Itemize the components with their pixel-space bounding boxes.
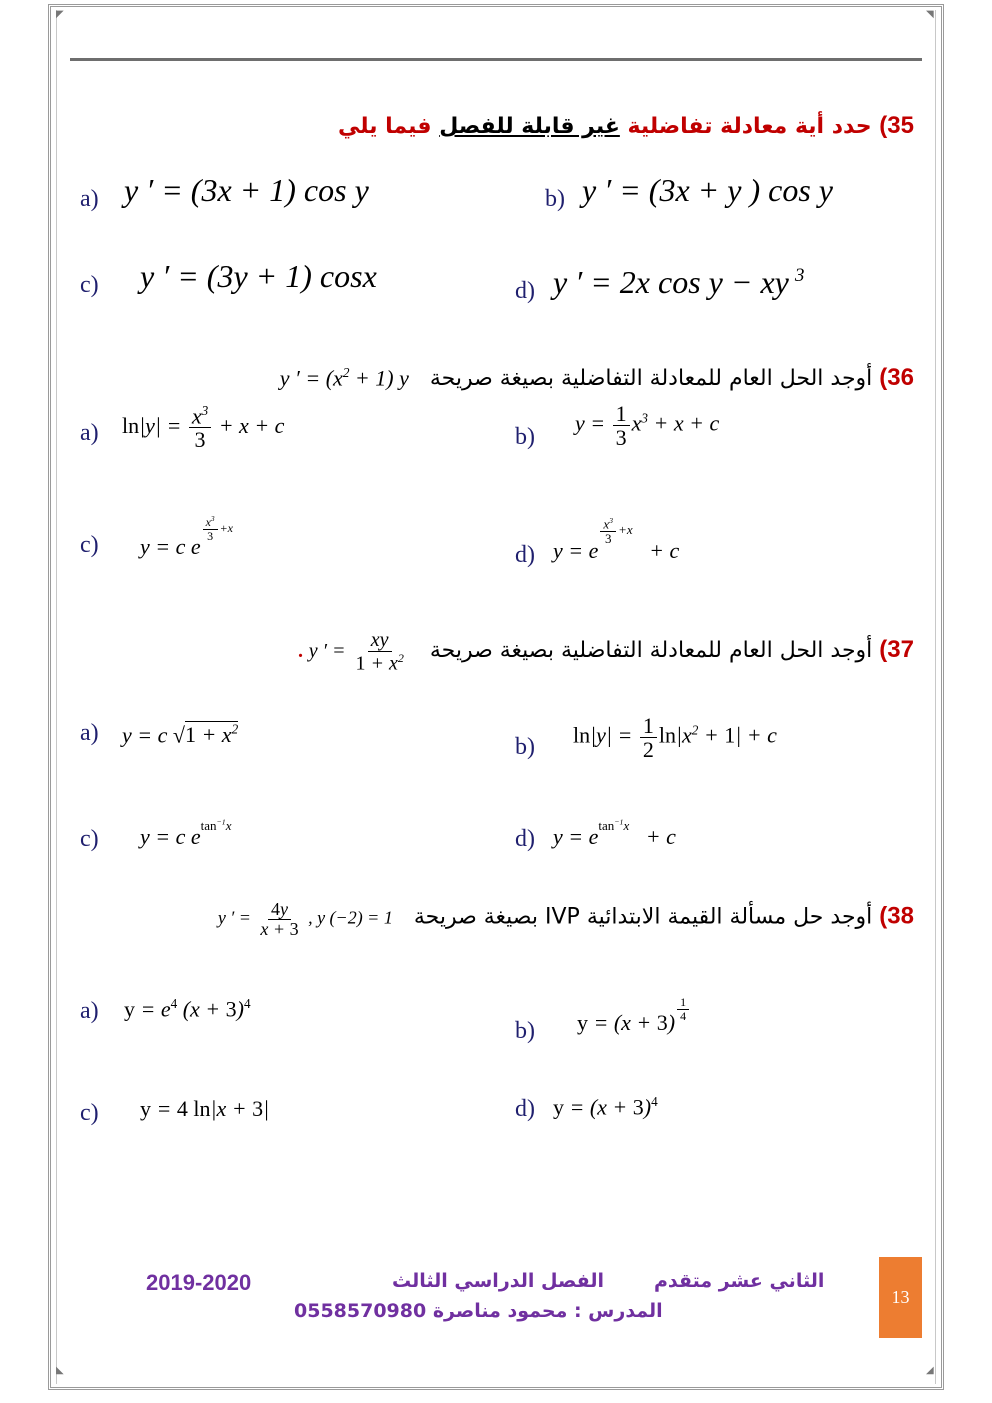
question-35-heading: [338, 112, 914, 140]
question-36-heading: [280, 364, 914, 392]
footer-teacher: المدرس : محمود مناصرة 0558570980: [294, 1300, 663, 1322]
corner-ornament-icon: ◣: [56, 1365, 64, 1376]
question-number: 37): [879, 635, 914, 663]
option-d-expression: y = e $^{\frac{x^3}{3} +x}$ + c: [553, 515, 680, 563]
question-text: أوجد الحل العام للمعادلة التفاضلية بصيغة صريحة: [429, 366, 873, 391]
option-d-exponent: 3: [794, 265, 805, 287]
option-c-expression: y = 4 ln|x + 3|: [140, 1096, 270, 1121]
option-a-expression: y = c $√1 + x^2$: [122, 722, 239, 748]
option-a-label: a): [80, 420, 99, 446]
option-a-label: a): [80, 186, 99, 212]
option-d-expression: [553, 264, 804, 301]
option-b-label: b): [515, 1018, 535, 1044]
page-number-badge: [879, 1257, 922, 1338]
option-d-expression: $y = e^{tan^{-1}x} + c$: [553, 817, 676, 849]
question-number: 38): [879, 902, 914, 930]
option-c-expression: y = c $e^{tan^{-1}x}$: [140, 817, 232, 849]
option-c-label: c): [80, 272, 99, 298]
option-b-expression: y = (x + 3) $^{\frac{1}{4}}$: [577, 1010, 691, 1040]
option-d-label: d): [515, 542, 535, 568]
option-c-expression: y = c e $^{\frac{x^3}{3} +x}$: [140, 515, 233, 559]
option-a-expression: y ′ = (3x + 1) cos y: [124, 172, 369, 208]
option-d-label: d): [515, 1096, 535, 1122]
option-c-expression: y ′ = (3y + 1) cosx: [140, 258, 377, 294]
footer-term: الفصل الدراسي الثالث: [392, 1270, 604, 1292]
option-d-expression: $y = (x + 3)^4$: [553, 1094, 658, 1120]
question-equation: y ′ = $\frac{4y}{x + 3}$ , y (−2) = 1: [217, 899, 393, 939]
question-text: فيما يلي: [337, 114, 432, 139]
question-text: أوجد حل مسألة القيمة الابتدائية IVP بصيغة صريحة: [413, 904, 873, 930]
option-b-expression: y ′ = (3x + y ) cos y: [582, 172, 833, 208]
school-year: 2019-2020: [146, 1270, 252, 1295]
corner-ornament-icon: ◥: [926, 9, 934, 20]
question-emphasis: غير قابلة للفصل: [439, 114, 620, 139]
option-c-label: c): [80, 826, 99, 852]
question-number: 35): [879, 112, 914, 139]
option-d-label: d): [515, 278, 535, 304]
option-b-expression: y = $\frac{1}{3}$ $x^3 + x + c$: [575, 401, 720, 451]
initial-condition: , y (−2) = 1: [308, 907, 393, 928]
option-b-label: b): [515, 734, 535, 760]
option-b-label: b): [515, 424, 535, 450]
question-number: 36): [879, 364, 914, 391]
corner-ornament-icon: ◢: [926, 1365, 934, 1376]
option-a-expression: ln|y| = $\frac{x^3}{3}$ + x + c: [122, 403, 285, 453]
header-rule: [70, 58, 922, 61]
question-equation: y ′ = $(x^2 + 1)$ y: [279, 364, 409, 390]
page-number: 13: [891, 1287, 910, 1307]
question-37-heading: [299, 630, 914, 675]
footer-grade: الثاني عشر متقدم: [654, 1270, 825, 1292]
question-text: حدد أية معادلة تفاضلية: [627, 114, 872, 139]
option-c-label: c): [80, 532, 99, 558]
page-inner-border: [56, 10, 936, 1384]
option-b-expression: ln|y| = $\frac{1}{2}$ $\ln|x^2 + 1| + c$: [573, 713, 777, 763]
question-equation: . y ′ = $\frac{xy}{1 + x^2}$: [298, 629, 404, 675]
option-a-label: a): [80, 998, 99, 1024]
option-d-label: d): [515, 826, 535, 852]
option-a-label: a): [80, 720, 99, 746]
option-d-main: y ′ = 2x cos y − xy: [553, 264, 789, 300]
corner-ornament-icon: ◤: [56, 9, 64, 20]
option-b-label: b): [545, 186, 565, 212]
option-a-expression: $y = e^4$ $(x + 3)^4$: [124, 996, 251, 1022]
option-c-label: c): [80, 1100, 99, 1126]
question-text: أوجد الحل العام للمعادلة التفاضلية بصيغة صريحة: [429, 637, 873, 663]
question-38-heading: [218, 900, 914, 939]
